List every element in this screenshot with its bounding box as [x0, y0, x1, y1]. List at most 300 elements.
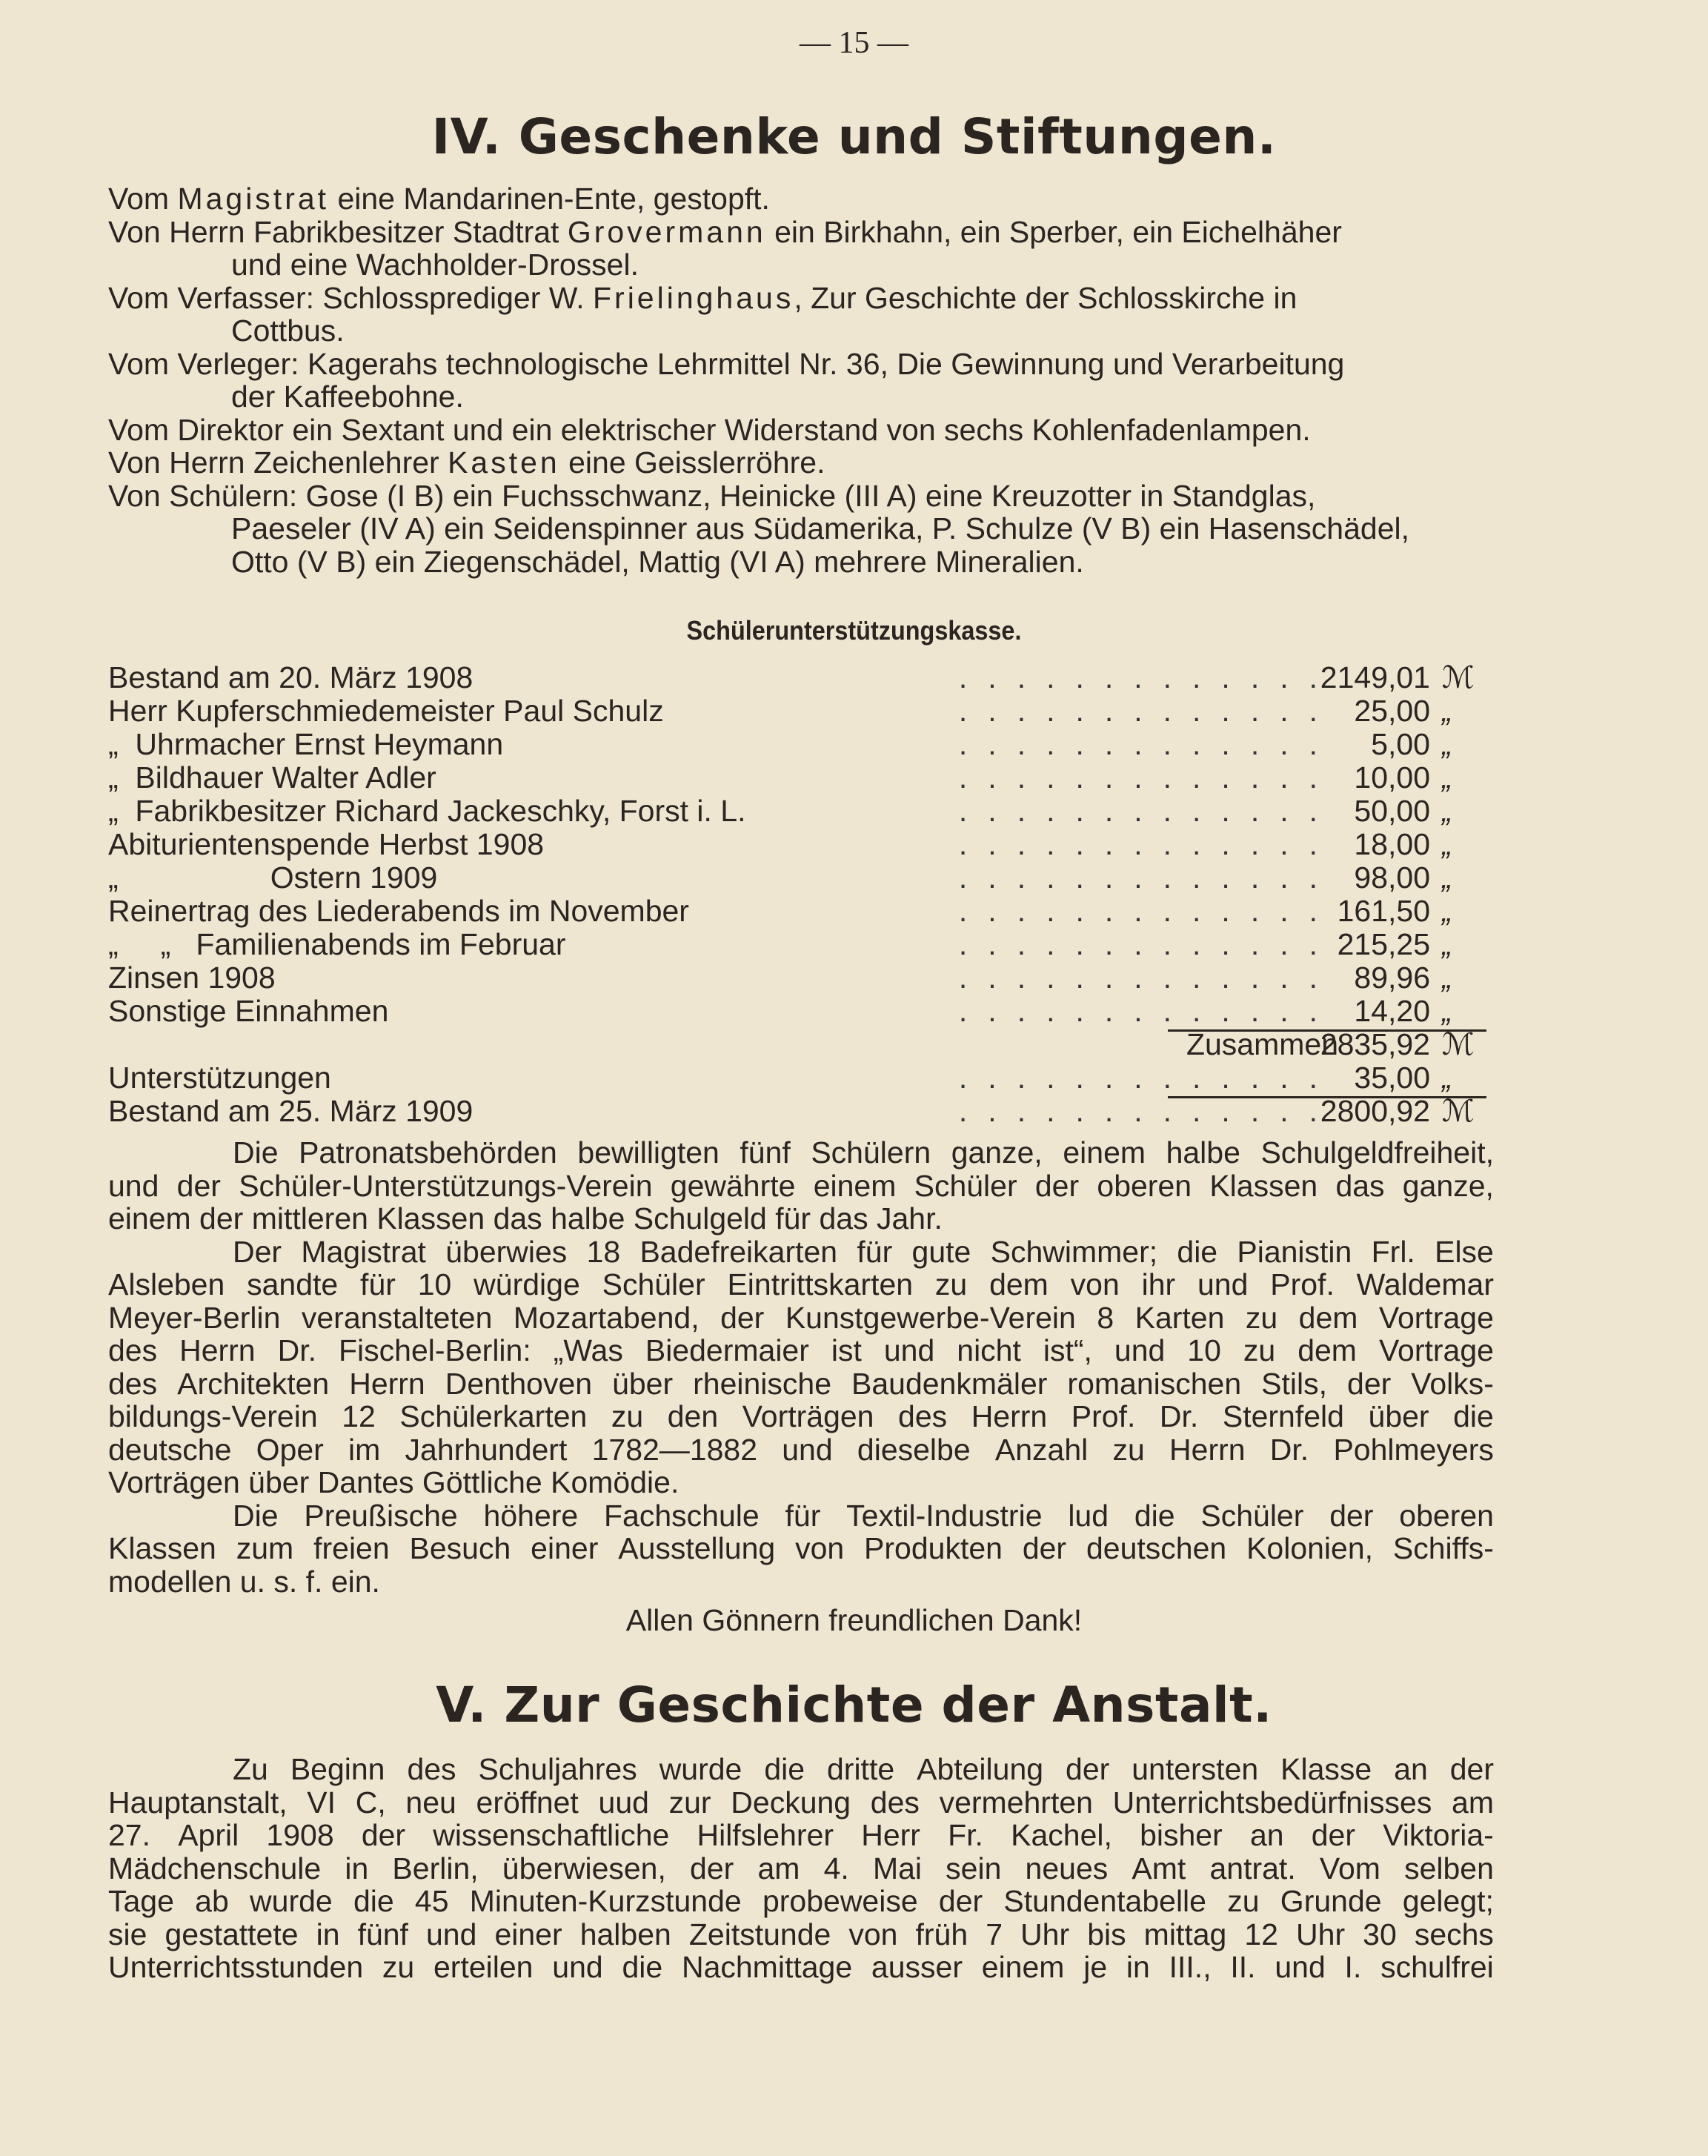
paragraph-word: der [720, 1300, 765, 1335]
fund-row [108, 728, 1486, 761]
paragraph-word: in [1126, 1950, 1150, 1984]
paragraph-word: deutschen [1086, 1531, 1227, 1565]
paragraph-word: Schüler [602, 1267, 705, 1301]
paragraph-word: der [176, 1168, 221, 1203]
gifts-list [108, 182, 1494, 578]
paragraph-word: Architekten [177, 1366, 330, 1401]
paragraph-word: von [848, 1917, 898, 1951]
paragraph-word: Waldemar [1356, 1267, 1494, 1301]
fund-row [108, 995, 1486, 1028]
paragraph-word: einem [813, 1168, 897, 1203]
paragraph-word: zu [1227, 1884, 1260, 1918]
currency-mark: „ [1442, 961, 1452, 995]
paragraph-word: einem [981, 1950, 1065, 1984]
paragraph-word: für [785, 1498, 821, 1533]
paragraph-word: 1782—1882 [591, 1432, 758, 1467]
paragraph-line [108, 1136, 1494, 1170]
paragraph-word: dritte [826, 1752, 895, 1786]
gift-line [108, 414, 1494, 447]
paragraph-word: 7 [986, 1917, 1003, 1951]
paragraph-word: Anzahl [994, 1432, 1089, 1467]
gift-line [108, 314, 1494, 348]
paragraph-line [108, 1532, 1494, 1565]
leader-dots: ............. [958, 827, 1338, 861]
paragraph-word: fünf [357, 1917, 408, 1951]
fund-total-row [108, 1028, 1486, 1061]
paragraph-line [108, 1170, 1494, 1203]
paragraph-word: der [361, 1818, 406, 1852]
paragraph-word: dem [1297, 1333, 1357, 1367]
thanks-line [0, 1604, 1708, 1637]
leader-dots: ............. [958, 1061, 1338, 1095]
paragraph-word: 12 [342, 1399, 376, 1433]
paragraph-word: zu [934, 1267, 968, 1301]
paragraph-word: VI [307, 1785, 336, 1820]
section-5-paragraph [108, 1753, 1494, 1984]
paragraph-word: Herrn [1169, 1432, 1246, 1467]
currency-mark: „ [1442, 1061, 1452, 1095]
paragraph-word: in [316, 1917, 340, 1951]
paragraph-word: schulfrei [1380, 1950, 1494, 1984]
paragraph-word: vermehrten [939, 1785, 1093, 1820]
paragraph-word: Nachmittage [681, 1950, 853, 1984]
paragraph-word: Dr. [1269, 1432, 1309, 1467]
paragraph-word: dieselbe [857, 1432, 971, 1467]
paragraph-word: Frl. [1371, 1234, 1415, 1269]
currency-mark: „ [1442, 827, 1452, 861]
gift-text: Vom Verleger: Kagerahs technologische Lehrmittel Nr. 36, Die Gewinnung und Verarbeitung [108, 346, 1345, 381]
paragraph-word: an [1394, 1752, 1428, 1786]
paragraph-word: die [353, 1884, 394, 1918]
paragraph-word: für [857, 1234, 893, 1269]
fund-row-amount: 35,00 [1354, 1061, 1430, 1095]
paragraph-word: Mozartabend, [513, 1300, 700, 1335]
fund-row-amount: 10,00 [1354, 760, 1430, 795]
fund-row-label: „ Bildhauer Walter Adler [108, 760, 436, 795]
currency-mark: „ [1442, 894, 1452, 928]
gift-line-text [231, 314, 345, 348]
paragraph-word: je [1083, 1950, 1108, 1984]
paragraph-word: Besuch [409, 1531, 511, 1565]
paragraph-word: und [1197, 1267, 1249, 1301]
gift-text: und eine Wachholder-Drossel. [231, 248, 639, 282]
paragraph-line [108, 1235, 1494, 1269]
paragraph-word: einer [494, 1917, 562, 1951]
thanks-text: Allen Gönnern freundlichen Dank! [625, 1603, 1083, 1637]
paragraph-word: 27. [108, 1818, 150, 1852]
paragraph-word: wurde [250, 1884, 333, 1918]
gift-line [108, 380, 1494, 414]
gift-text: Otto (V B) ein Ziegenschädel, Mattig (VI A) mehrere Mineralien. [231, 544, 1084, 579]
section-5-line [108, 1786, 1494, 1820]
paragraph-word: am [757, 1851, 800, 1885]
paragraph-word: III., [1169, 1950, 1212, 1984]
paragraph-word: untersten [1132, 1752, 1259, 1786]
gift-donor-name: Grovermann [567, 214, 766, 249]
paragraph-word: Fr. [948, 1818, 983, 1852]
gift-line [108, 480, 1494, 513]
paragraph-word: einem [1063, 1135, 1146, 1170]
section-5-line [108, 1819, 1494, 1852]
paragraph-word: 12 [1244, 1917, 1278, 1951]
paragraph-word: und [1275, 1950, 1326, 1984]
paragraph-word: Prof. [1071, 1399, 1136, 1433]
paragraph-word: Herrn [349, 1366, 425, 1401]
paragraph-word: sein [946, 1851, 1002, 1885]
paragraph-word: Pohlmeyers [1333, 1432, 1494, 1467]
paragraph-word: dem [989, 1267, 1049, 1301]
paragraph-word: von [795, 1531, 845, 1565]
paragraph-word: an [1249, 1818, 1284, 1852]
fund-support-row [108, 1061, 1486, 1095]
paragraph-line [108, 1466, 1494, 1499]
paragraph-word: Tage [108, 1884, 174, 1918]
paragraph-word: zum [236, 1531, 294, 1565]
currency-mark: „ [1442, 794, 1452, 828]
paragraph-line [108, 1499, 1494, 1533]
paragraph-word: Uhr [1296, 1917, 1346, 1951]
paragraph-word: gestattete [165, 1917, 299, 1951]
paragraph-word: Prof. [1270, 1267, 1335, 1301]
leader-dots: ............. [958, 860, 1338, 895]
paragraph-word: des [898, 1399, 948, 1433]
gift-line [108, 348, 1494, 381]
fund-row-label: „ Ostern 1909 [108, 860, 438, 895]
paragraph-word: nicht [957, 1333, 1021, 1367]
paragraph-word: uud [598, 1785, 649, 1820]
fund-row-amount: 161,50 [1337, 894, 1430, 928]
paragraph-word: Der [233, 1234, 282, 1269]
gift-line-text [108, 216, 1342, 249]
fund-row [108, 961, 1486, 995]
currency-mark: ℳ [1442, 660, 1475, 694]
leader-dots: ............. [958, 660, 1338, 694]
fund-row-label: Bestand am 25. März 1909 [108, 1094, 473, 1128]
currency-mark: ℳ [1442, 1027, 1475, 1061]
paragraph-word: die [622, 1950, 663, 1984]
paragraph-word: 18 [586, 1234, 621, 1269]
paragraph-word: Schüler [914, 1168, 1017, 1203]
gift-text: Von Herrn Zeichenlehrer [108, 445, 448, 480]
fund-row-amount: 18,00 [1354, 827, 1430, 861]
paragraph-word: Textil-Industrie [846, 1498, 1043, 1533]
section-5-line [108, 1753, 1494, 1786]
paragraph-word: Patronatsbehörden [299, 1135, 557, 1170]
paragraph-word: wurde [659, 1752, 742, 1786]
paragraph-word: das [1335, 1168, 1385, 1203]
paragraph-word: 1908 [266, 1818, 334, 1852]
leader-dots: ............. [958, 894, 1338, 928]
paragraph-line [108, 1301, 1494, 1335]
paragraph-word: Berlin, [392, 1851, 479, 1885]
paragraph-word: der [1034, 1168, 1080, 1203]
fund-row-label: „ Fabrikbesitzer Richard Jackeschky, Forst i. L. [108, 794, 746, 828]
paragraph-word: Stils, [1261, 1366, 1328, 1401]
paragraph-word: Schulgeldfreiheit, [1260, 1135, 1494, 1170]
paragraph-word: und [426, 1917, 477, 1951]
paragraph-word: Oper [256, 1432, 324, 1467]
paragraph-word: Badefreikarten [639, 1234, 838, 1269]
paragraph-word: freien [313, 1531, 390, 1565]
paragraph-word: Herrn [971, 1399, 1048, 1433]
paragraph-word: zu [1245, 1300, 1278, 1335]
paragraph-word: Amt [1132, 1851, 1186, 1885]
paragraph-text: einem der mittleren Klassen das halbe Schulgeld für das Jahr. [108, 1201, 943, 1235]
paragraph-word: Stundentabelle [1003, 1884, 1206, 1918]
paragraph-word: Hilfslehrer [697, 1818, 834, 1852]
paragraph-word: mittag [1143, 1917, 1227, 1951]
leader-dots: ............. [958, 927, 1338, 961]
paragraph-word: rheinische [693, 1366, 832, 1401]
fund-row-amount: 2800,92 [1320, 1094, 1430, 1128]
paragraph-word: 10 [417, 1267, 452, 1301]
paragraph-word: Biedermaier [645, 1333, 809, 1367]
gift-text: ein Birkhahn, ein Sperber, ein Eichelhäher [765, 214, 1342, 249]
paragraph-word: neu [405, 1785, 456, 1820]
fund-row-amount: 50,00 [1354, 794, 1430, 828]
paragraph-word: höhere [483, 1498, 579, 1533]
paragraph-word: und [1114, 1333, 1166, 1367]
currency-mark: ℳ [1442, 1094, 1475, 1128]
paragraph-word: antrat. [1209, 1851, 1296, 1885]
currency-mark: „ [1442, 760, 1452, 795]
paragraph-word: Klassen [1209, 1168, 1318, 1203]
paragraph-word: Eintrittskarten [727, 1267, 914, 1301]
currency-mark: „ [1442, 727, 1452, 761]
section-5-line [108, 1951, 1494, 1984]
fund-row [108, 661, 1486, 694]
paragraph-word: Schüler-Unterstützungs-Verein [239, 1168, 653, 1203]
fund-row [108, 828, 1486, 861]
paragraph-word: 45 [414, 1884, 449, 1918]
paragraph-word: und [552, 1950, 603, 1984]
paragraph-word: die [764, 1752, 805, 1786]
paragraph-word: überwiesen, [502, 1851, 666, 1885]
paragraph-word: ganze, [951, 1135, 1043, 1170]
paragraph-word: des [108, 1333, 158, 1367]
paragraph-word: Viktoria- [1383, 1818, 1494, 1852]
paragraph-word: ausser [871, 1950, 963, 1984]
paragraph-word: Baudenkmäler [851, 1366, 1048, 1401]
paragraph-word: früh [915, 1917, 968, 1951]
paragraph-word: oberen [1399, 1498, 1494, 1533]
paragraph-word: zu [1112, 1432, 1145, 1467]
paragraph-word: Mai [872, 1851, 923, 1885]
currency-mark: „ [1442, 694, 1452, 728]
paragraph-word: deutsche [108, 1432, 232, 1467]
paragraph-word: 10 [1187, 1333, 1221, 1367]
paragraph-word: gewährte [670, 1168, 796, 1203]
gift-text: eine Mandarinen-Ente, gestopft. [329, 182, 770, 216]
paragraph-word: sie [108, 1917, 147, 1951]
paragraph-word: den [667, 1399, 719, 1433]
gift-line-text [108, 282, 1297, 315]
paragraph-word: Minuten-Kurzstunde [469, 1884, 742, 1918]
paragraph-word: Schwimmer; [990, 1234, 1158, 1269]
section-5-line [108, 1885, 1494, 1918]
paragraph-word: sandte [247, 1267, 339, 1301]
leader-dots: ............. [958, 1094, 1338, 1128]
paragraph-word: Zeitstunde [688, 1917, 831, 1951]
paragraph-word: Alsleben [108, 1267, 225, 1301]
paragraph-word: Unterrichtsstunden [108, 1950, 364, 1984]
gift-text: eine Geisslerröhre. [559, 445, 825, 480]
paragraph-word: Herr [861, 1818, 920, 1852]
paragraph-word: Dr. [1159, 1399, 1199, 1433]
currency-mark: „ [1442, 927, 1452, 961]
section-5-line [108, 1918, 1494, 1951]
fund-row-label: Sonstige Einnahmen [108, 994, 389, 1028]
paragraph-word: Abteilung [917, 1752, 1044, 1786]
paragraph-word: Die [233, 1135, 279, 1170]
paragraph-word: über [1368, 1399, 1429, 1433]
paragraph-word: die [1453, 1399, 1494, 1433]
fund-row [108, 928, 1486, 961]
paragraph-word: dem [1298, 1300, 1358, 1335]
gift-text: Vom [108, 182, 178, 216]
paragraph-word: im [348, 1432, 381, 1467]
paragraph-text: modellen u. s. f. ein. [108, 1564, 380, 1599]
paragraph-word: zu [611, 1399, 644, 1433]
fund-final-row [108, 1095, 1486, 1128]
leader-dots: ............. [958, 760, 1338, 795]
gift-line [108, 248, 1494, 282]
gift-line [108, 216, 1494, 249]
fund-row-amount: 215,25 [1337, 927, 1430, 961]
paragraph-word: von [1070, 1267, 1120, 1301]
paragraph-line [108, 1433, 1494, 1467]
paragraph-word: über [612, 1366, 674, 1401]
paragraph-word: romanischen [1067, 1366, 1242, 1401]
paragraph-word: und [108, 1168, 159, 1203]
paragraph-word: der [1347, 1366, 1392, 1401]
leader-dots: ............. [958, 994, 1338, 1028]
paragraph-word: einer [531, 1531, 599, 1565]
gift-line-text [231, 248, 639, 282]
gift-line-text [231, 545, 1084, 579]
paragraph-word: ab [195, 1884, 229, 1918]
fund-row-label: Herr Kupferschmiedemeister Paul Schulz [108, 694, 664, 728]
paragraph-word: Hauptanstalt, [108, 1785, 288, 1820]
section-5-line [108, 1852, 1494, 1885]
gift-text: Von Herrn Fabrikbesitzer Stadtrat [108, 214, 568, 249]
fund-heading: Schülerunterstützungskasse. [686, 615, 1022, 646]
fund-row-label: Abiturientenspende Herbst 1908 [108, 827, 545, 861]
paragraph-word: Vom [1319, 1851, 1380, 1885]
paragraph-word: des [108, 1366, 158, 1401]
paragraph-word: gute [911, 1234, 971, 1269]
paragraph-word: Deckung [731, 1785, 851, 1820]
paragraph-word: Unterrichtsbedürfnisses [1112, 1785, 1432, 1820]
fund-row-amount: 98,00 [1354, 860, 1430, 895]
paragraph-word: Karten [1134, 1300, 1225, 1335]
paragraph-word: probeweise [762, 1884, 918, 1918]
paragraph-word: der [1329, 1498, 1374, 1533]
paragraph-word: Jahrhundert [405, 1432, 568, 1467]
paragraph-word: halben [579, 1917, 671, 1951]
paragraph-word: selben [1404, 1851, 1494, 1885]
paragraph-line [108, 1202, 1494, 1235]
paragraph-word: Else [1435, 1234, 1494, 1269]
paragraph-word: Fischel-Berlin: [339, 1333, 531, 1367]
fund-row-amount: 2149,01 [1320, 660, 1430, 694]
gift-line-text [108, 182, 770, 216]
paragraph-word: „Was [553, 1333, 623, 1367]
paragraph-word: Kolonien, [1246, 1531, 1374, 1565]
paragraph-word: Vortrage [1378, 1333, 1494, 1367]
gift-text: Von Schülern: Gose (I B) ein Fuchsschwanz, Heinicke (III A) eine Kreuzotter in Standglas, [108, 478, 1316, 513]
paragraph-word: sechs [1414, 1917, 1494, 1951]
section-4-heading: IV. Geschenke und Stiftungen. [431, 108, 1277, 165]
fund-row-label: Reinertrag des Liederabends im November [108, 894, 689, 928]
paragraph-word: Magistrat [301, 1234, 426, 1269]
leader-dots: ............. [958, 961, 1338, 995]
paragraph-text: Vorträgen über Dantes Göttliche Komödie. [108, 1465, 679, 1499]
fund-row-amount: 25,00 [1354, 694, 1430, 728]
gift-text: Paeseler (IV A) ein Seidenspinner aus Südamerika, P. Schulze (V B) ein Hasenschädel, [231, 511, 1410, 545]
fund-row-label: „ Uhrmacher Ernst Heymann [108, 727, 504, 761]
paragraph-word: der [1066, 1752, 1110, 1786]
paragraph-word: ist“, [1043, 1333, 1092, 1367]
paragraph-line [108, 1334, 1494, 1367]
gift-text: Cottbus. [231, 314, 345, 348]
gift-donor-name: Kasten [448, 445, 560, 480]
paragraph-word: bisher [1140, 1818, 1223, 1852]
paragraph-word: in [345, 1851, 369, 1885]
paragraph-word: Schiffs- [1392, 1531, 1494, 1565]
paragraph-word: die [1134, 1498, 1175, 1533]
fund-row-amount: 2835,92 [1320, 1027, 1430, 1061]
paragraph-word: Die [233, 1498, 279, 1533]
paragraph-word: wissenschaftliche [433, 1818, 670, 1852]
paragraph-word: Meyer-Berlin [108, 1300, 281, 1335]
section-5-heading: V. Zur Geschichte der Anstalt. [436, 1676, 1272, 1734]
gift-line-text [108, 348, 1344, 381]
paragraph-word: zur [668, 1785, 711, 1820]
fund-row [108, 795, 1486, 828]
gift-line-text [231, 512, 1409, 545]
paragraph-word: veranstalteten [301, 1300, 493, 1335]
paragraph-word: und [883, 1333, 935, 1367]
paragraph-word: eröffnet [476, 1785, 579, 1820]
paragraph-word: überwies [445, 1234, 568, 1269]
paragraph-word: fünf [740, 1135, 791, 1170]
paragraph-word: Dr. [277, 1333, 317, 1367]
gift-text: der Kaffeebohne. [231, 379, 464, 414]
paragraph-word: Schüler [1200, 1498, 1304, 1533]
paragraph-word: zu [1243, 1333, 1276, 1367]
paragraph-word: C, [355, 1785, 386, 1820]
paragraph-word: Denthoven [445, 1366, 593, 1401]
currency-mark: „ [1442, 994, 1452, 1028]
paragraph-word: Fachschule [604, 1498, 760, 1533]
gift-line-text [108, 446, 825, 480]
paragraph-word: ihr [1141, 1267, 1176, 1301]
paragraph-line [108, 1400, 1494, 1433]
gift-donor-name: Magistrat [177, 182, 330, 216]
currency-mark: „ [1442, 860, 1452, 895]
paragraph-word: oberen [1097, 1168, 1192, 1203]
paragraph-word: bis [1087, 1917, 1126, 1951]
paragraph-word: Vortrage [1378, 1300, 1494, 1335]
fund-row-label: Unterstützungen [108, 1061, 331, 1095]
leader-dots: ............. [958, 694, 1338, 728]
paragraph-word: der [938, 1884, 983, 1918]
paragraph-word: zu [382, 1950, 415, 1984]
paragraph-word: II. [1230, 1950, 1256, 1984]
fund-row-label: Zusammen [1186, 1027, 1338, 1061]
paragraph-word: Mädchenschule [108, 1851, 322, 1885]
